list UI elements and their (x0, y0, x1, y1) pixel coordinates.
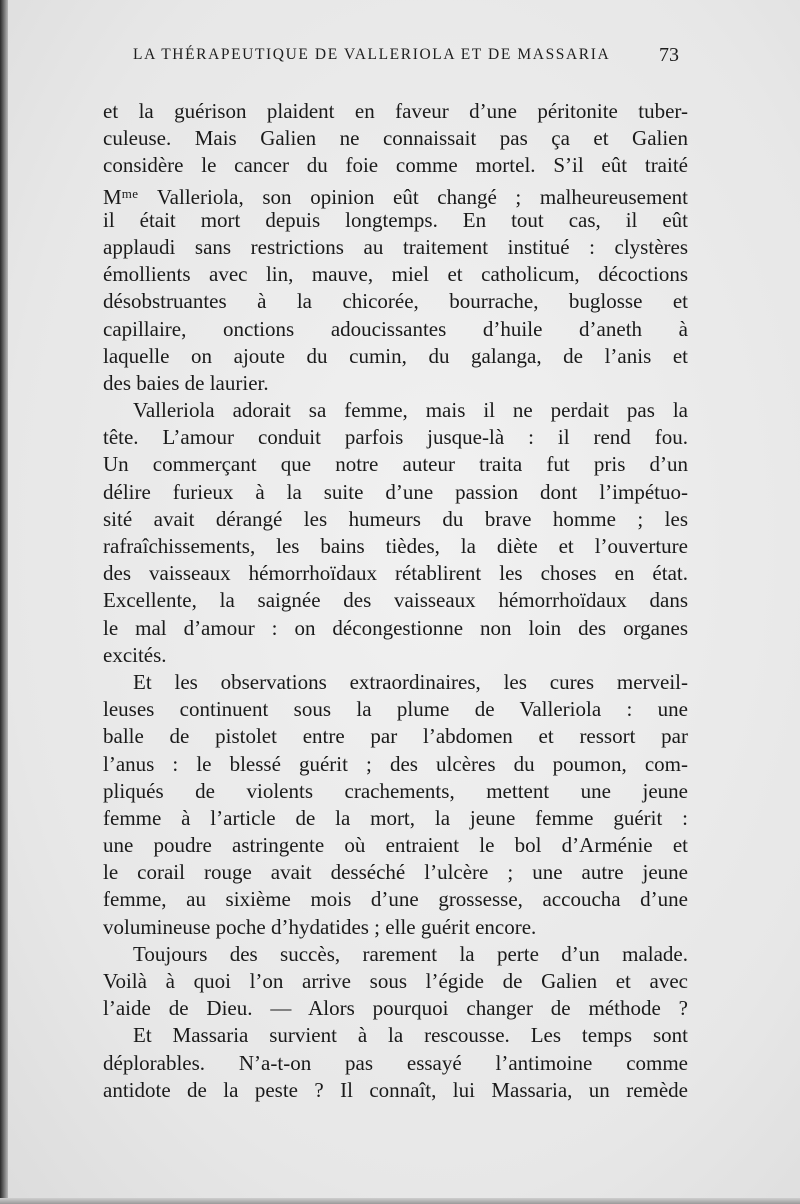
text-line: une poudre astringente où entraient le bol d’Arménie et (103, 833, 688, 858)
text-line: des vaisseaux hémorrhoïdaux rétablirent les choses en état. (103, 561, 688, 586)
paragraph-start-line: Et Massaria survient à la rescousse. Les temps sont (133, 1023, 688, 1048)
line-remainder: Valleriola, son opinion eût changé ; malheureusement (138, 184, 688, 209)
text-line: l’anus : le blessé guérit ; des ulcères du poumon, com- (103, 751, 688, 776)
text-line (103, 180, 688, 207)
text-line: culeuse. Mais Galien ne connaissait pas ça et Galien (103, 126, 688, 151)
text-line: désobstruantes à la chicorée, bourrache, buglosse et (103, 289, 688, 314)
text-line: antidote de la peste ? Il connaît, lui Massaria, un remède (103, 1077, 688, 1102)
text-line: et la guérison plaident en faveur d’une péritonite tuber- (103, 99, 688, 123)
body-text (103, 98, 688, 1104)
paragraph-start-line: Et les observations extraordinaires, les cures merveil- (133, 669, 688, 694)
text-line: déplorables. N’a-t-on pas essayé l’antimoine comme (103, 1050, 688, 1075)
text-line: Un commerçant que notre auteur traita fut pris d’un (103, 452, 688, 477)
paragraph-start-line: Toujours des succès, rarement la perte d’un malade. (133, 941, 688, 966)
text-line: le mal d’amour : on décongestionne non loin des organes (103, 615, 688, 640)
text-line: femme à l’article de la mort, la jeune femme guérit : (103, 805, 688, 830)
text-line: délire furieux à la suite d’une passion dont l’impétuo- (103, 479, 688, 504)
text-line: rafraîchissements, les bains tièdes, la diète et l’ouverture (103, 534, 688, 558)
text-line: considère le cancer du foie comme mortel. S’il eût traité (103, 153, 688, 178)
page-gutter-shadow (0, 0, 8, 1204)
text-line: femme, au sixième mois d’une grossesse, accoucha d’une (103, 887, 688, 912)
text-line: applaudi sans restrictions au traitement institué : clystères (103, 234, 688, 259)
text-line: le corail rouge avait desséché l’ulcère ; une autre jeune (103, 860, 688, 885)
page-number: 73 (659, 44, 679, 66)
text-line: laquelle on ajoute du cumin, du galanga, de l’anis et (103, 343, 688, 368)
text-line: tête. L’amour conduit parfois jusque-là : il rend fou. (103, 425, 688, 450)
text-line: balle de pistolet entre par l’abdomen et ressort par (103, 724, 688, 749)
abbrev-superscript: me (121, 185, 139, 201)
text-line: Excellente, la saignée des vaisseaux hémorrhoïdaux dans (103, 588, 688, 613)
paragraph-end-line: volumineuse poche d’hydatides ; elle guérit encore. (103, 914, 537, 939)
paragraph-start-line: Valleriola adorait sa femme, mais il ne perdait pas la (133, 398, 688, 423)
page-bottom-edge (0, 1198, 800, 1204)
running-title: LA THÉRAPEUTIQUE DE VALLERIOLA ET DE MASSARIA (133, 46, 611, 63)
text-line: Voilà à quoi l’on arrive sous l’égide de Galien et avec (103, 969, 688, 993)
text-line: capillaire, onctions adoucissantes d’huile d’aneth à (103, 316, 688, 341)
text-line: l’aide de Dieu. — Alors pourquoi changer de méthode ? (103, 996, 688, 1021)
paragraph-end-line: excités. (103, 642, 167, 667)
text-line: émollients avec lin, mauve, miel et catholicum, décoctions (103, 262, 688, 287)
text-line: leuses continuent sous la plume de Valleriola : une (103, 697, 688, 722)
text-line: sité avait dérangé les humeurs du brave homme ; les (103, 506, 688, 531)
text-line: il était mort depuis longtemps. En tout cas, il eût (103, 207, 688, 232)
text-line: pliqués de violents crachements, mettent une jeune (103, 778, 688, 803)
abbrev-letter: M (103, 184, 122, 209)
paragraph-end-line: des baies de laurier. (103, 370, 269, 395)
